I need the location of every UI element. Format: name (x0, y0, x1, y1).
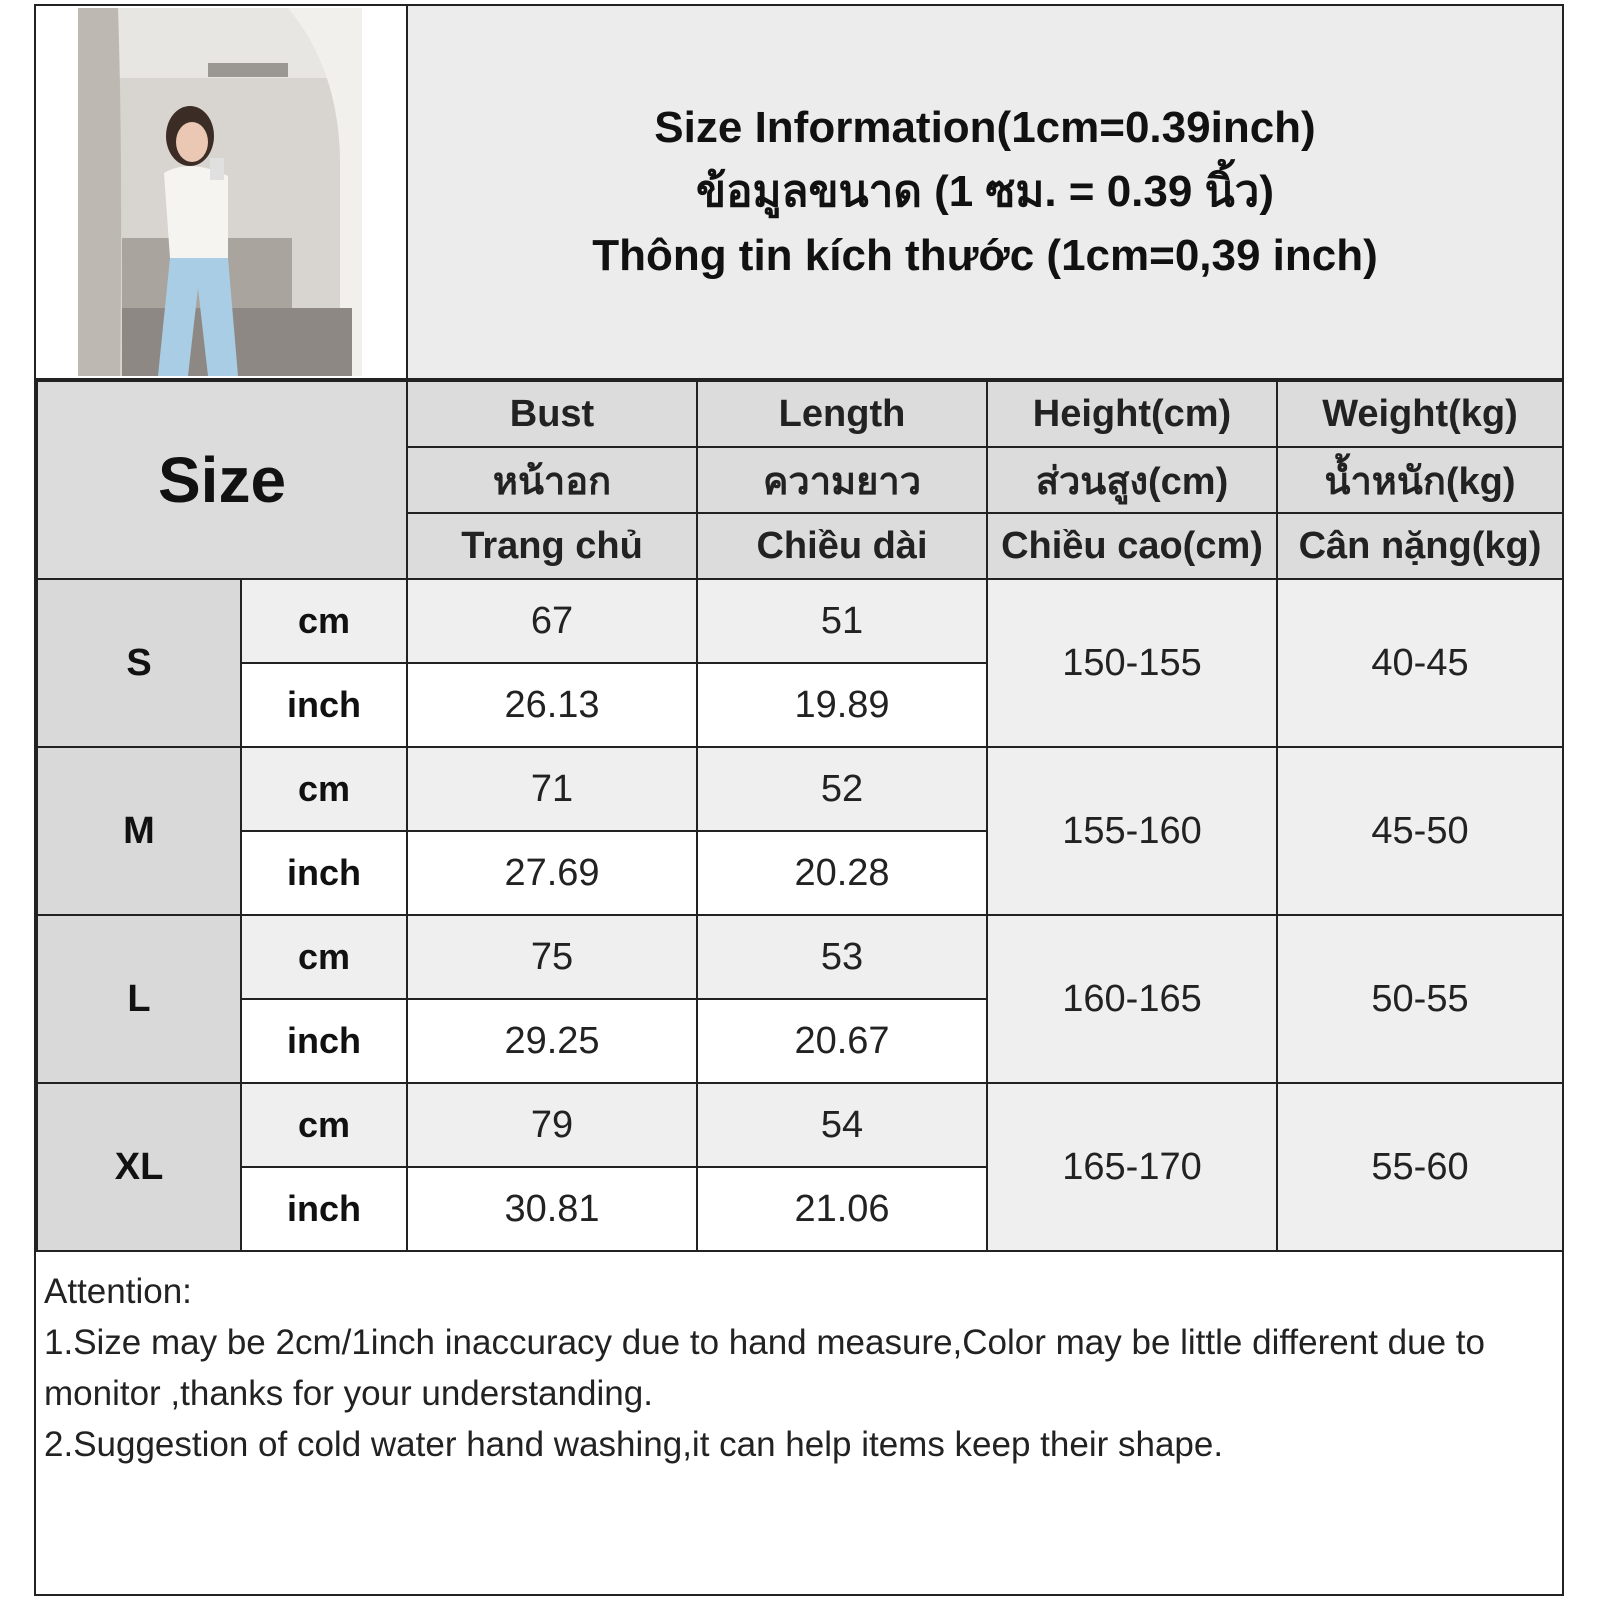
length-inch-value: 20.28 (697, 831, 987, 915)
bust-inch-value: 29.25 (407, 999, 697, 1083)
size-label-l: L (37, 915, 241, 1083)
title-vietnamese: Thông tin kích thước (1cm=0,39 inch) (592, 231, 1378, 280)
header-height-th: ส่วนสูง(cm) (987, 447, 1277, 513)
length-inch-value: 20.67 (697, 999, 987, 1083)
attention-notes (36, 1262, 1562, 1474)
size-chart-sheet (34, 4, 1564, 1596)
header-height-en: Height(cm) (987, 381, 1277, 447)
length-inch-value: 19.89 (697, 663, 987, 747)
bust-cm-value: 79 (407, 1083, 697, 1167)
product-photo-cell (36, 6, 408, 378)
table-row (37, 579, 1563, 663)
weight-range: 40-45 (1277, 579, 1563, 747)
height-range: 155-160 (987, 747, 1277, 915)
header-section (36, 6, 1562, 380)
length-cm-value: 52 (697, 747, 987, 831)
table-row (37, 915, 1563, 999)
bust-inch-value: 27.69 (407, 831, 697, 915)
size-label-xl: XL (37, 1083, 241, 1251)
note-item-2: 2.Suggestion of cold water hand washing,it can help items keep their shape. (44, 1425, 1224, 1464)
unit-cm: cm (241, 747, 407, 831)
attention-heading: Attention: (44, 1272, 192, 1311)
bust-cm-value: 67 (407, 579, 697, 663)
height-range: 160-165 (987, 915, 1277, 1083)
model-photo (78, 8, 362, 376)
header-weight-en: Weight(kg) (1277, 381, 1563, 447)
weight-range: 50-55 (1277, 915, 1563, 1083)
bust-cm-value: 71 (407, 747, 697, 831)
bust-inch-value: 26.13 (407, 663, 697, 747)
table-row (37, 1083, 1563, 1167)
header-height-vi: Chiều cao(cm) (987, 513, 1277, 579)
size-label-m: M (37, 747, 241, 915)
header-bust-en: Bust (407, 381, 697, 447)
weight-range: 45-50 (1277, 747, 1563, 915)
length-cm-value: 51 (697, 579, 987, 663)
bust-inch-value: 30.81 (407, 1167, 697, 1251)
unit-cm: cm (241, 915, 407, 999)
unit-cm: cm (241, 579, 407, 663)
title-english: Size Information(1cm=0.39inch) (654, 103, 1316, 152)
unit-inch: inch (241, 1167, 407, 1251)
header-bust-th: หน้าอก (407, 447, 697, 513)
size-table (36, 380, 1564, 1252)
weight-range: 55-60 (1277, 1083, 1563, 1251)
table-row (37, 747, 1563, 831)
note-item-1: 1.Size may be 2cm/1inch inaccuracy due to hand measure,Color may be little different due to monitor ,thanks for your understanding. (44, 1323, 1485, 1413)
size-column-header: Size (37, 381, 407, 579)
header-bust-vi: Trang chủ (407, 513, 697, 579)
size-information-title (408, 6, 1562, 378)
unit-cm: cm (241, 1083, 407, 1167)
header-length-en: Length (697, 381, 987, 447)
unit-inch: inch (241, 999, 407, 1083)
length-inch-value: 21.06 (697, 1167, 987, 1251)
header-weight-th: น้ำหนัก(kg) (1277, 447, 1563, 513)
height-range: 150-155 (987, 579, 1277, 747)
height-range: 165-170 (987, 1083, 1277, 1251)
header-length-vi: Chiều dài (697, 513, 987, 579)
size-label-s: S (37, 579, 241, 747)
length-cm-value: 54 (697, 1083, 987, 1167)
length-cm-value: 53 (697, 915, 987, 999)
header-length-th: ความยาว (697, 447, 987, 513)
unit-inch: inch (241, 663, 407, 747)
unit-inch: inch (241, 831, 407, 915)
title-thai: ข้อมูลขนาด (1 ซม. = 0.39 นิ้ว) (695, 167, 1274, 216)
header-weight-vi: Cân nặng(kg) (1277, 513, 1563, 579)
bust-cm-value: 75 (407, 915, 697, 999)
